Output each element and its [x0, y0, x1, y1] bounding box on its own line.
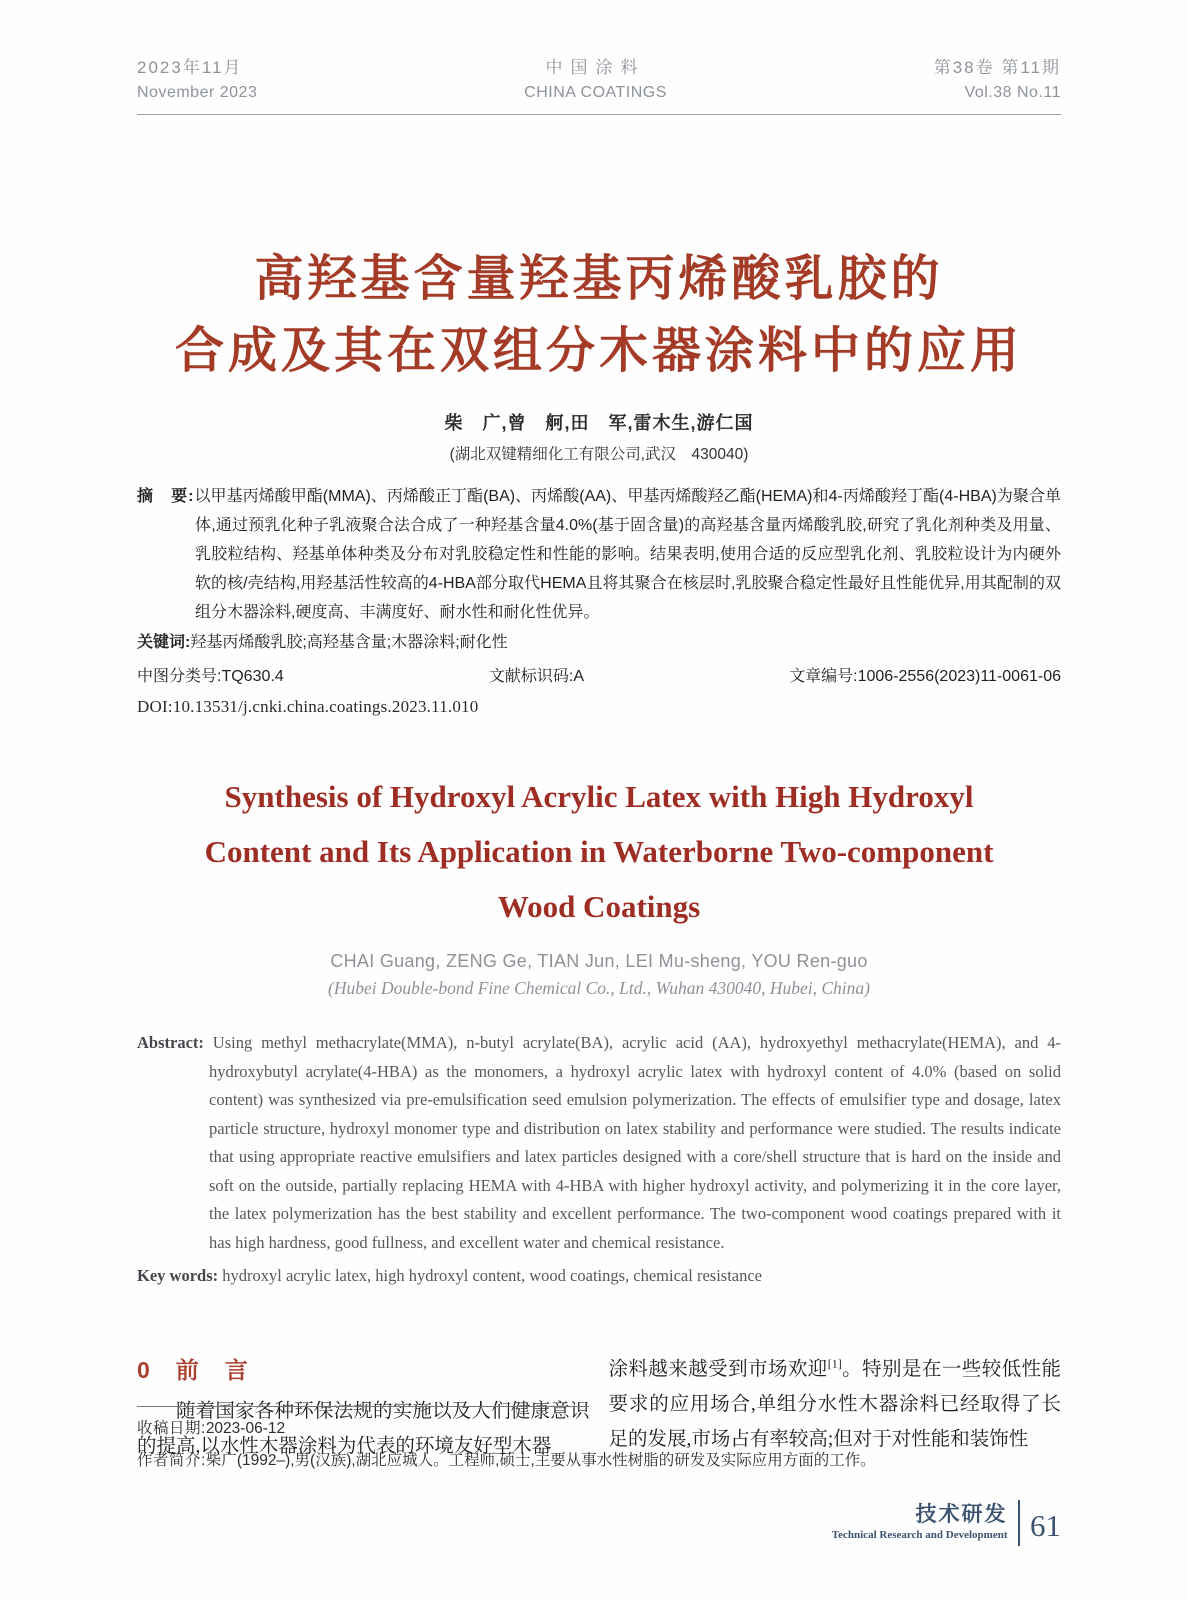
paragraph-right-text-cont: 。特别是在一些较低性能要求的应用场合,单组分水性木器涂料已经取得了长足的发展,市场占有率较高;但对于对性能和装饰性 — [608, 1359, 1061, 1450]
article-title-zh — [137, 243, 1061, 387]
keywords-zh — [137, 628, 1061, 657]
article-id — [789, 663, 1061, 686]
column-category — [832, 1503, 1018, 1543]
article-title-en-line3: Wood Coatings — [497, 889, 701, 924]
column-category-zh: 技术研发 — [915, 1503, 1008, 1526]
section-0-title: 前言 — [175, 1357, 274, 1383]
keywords-zh-text: 羟基丙烯酸乳胶;高羟基含量;木器涂料;耐化性 — [190, 634, 508, 651]
authors-en: CHAI Guang, ZENG Ge, TIAN Jun, LEI Mu-sheng, YOU Ren-guo — [330, 951, 868, 971]
issue-date-zh: 2023年11月 — [137, 58, 243, 77]
keywords-en-text: hydroxyl acrylic latex, high hydroxyl content, wood coatings, chemical resistance — [222, 1266, 763, 1285]
received-date-label: 收稿日期: — [137, 1420, 206, 1437]
article-title-en — [137, 769, 1061, 934]
section-0-number: 0 — [137, 1357, 150, 1383]
received-date-line — [137, 1416, 605, 1438]
clc-number — [137, 663, 284, 686]
document-code-label: 文献标识码: — [488, 668, 574, 685]
header-volume-info — [934, 55, 1061, 105]
citation-ref-1: [1] — [827, 1356, 842, 1371]
author-bio-label: 作者简介: — [137, 1452, 206, 1469]
page-content — [137, 0, 1061, 1464]
abstract-en-text: Using methyl methacrylate(MMA), n-butyl acrylate(BA), acrylic acid (AA), hydroxyethyl methacrylate(HEMA), and 4-hydroxybutyl acrylate(4-HBA) as the monomers, a hydroxyl acrylic latex with hydroxyl content of 4.0% (based on solid content) was synthesized via pre-emulsification seed emulsion polymerization. The effects of emulsifier type and dosage, latex particle structure, hydroxyl monomer type and distribution on latex stability and performance were studied. The results indicate that using appropriate reactive emulsifiers and latex particles designed with a core/shell structure that is hard on the inside and soft on the outside, partially replacing HEMA with 4-HBA with higher hydroxyl activity, and polymerizing it in the core layer, the latex polymerization has the best stability and excellent performance. The two-component wood coatings prepared with it has high hardness, good fullness, and excellent water and chemical resistance. — [209, 1033, 1062, 1252]
abstract-en — [137, 1029, 1061, 1257]
section-0-heading — [137, 1352, 590, 1388]
footnote-divider — [137, 1406, 589, 1407]
journal-name-en: CHINA COATINGS — [524, 84, 667, 101]
abstract-zh-label: 摘 要: — [137, 488, 195, 505]
author-bio-line — [137, 1448, 876, 1470]
issue-date-en: November 2023 — [137, 84, 258, 101]
article-id-value: 1006-2556(2023)11-0061-06 — [857, 668, 1061, 685]
keywords-zh-label: 关键词: — [137, 634, 191, 651]
article-title-en-line1: Synthesis of Hydroxyl Acrylic Latex with High Hydroxyl — [224, 779, 974, 814]
volume-info-en: Vol.38 No.11 — [964, 84, 1061, 101]
footnote-block — [137, 1406, 876, 1470]
received-date-value: 2023-06-12 — [205, 1420, 286, 1437]
column-category-en: Technical Research and Development — [831, 1529, 1008, 1541]
document-code-value: A — [573, 668, 584, 685]
body-column-right — [609, 1352, 1062, 1464]
abstract-zh-text: 以甲基丙烯酸甲酯(MMA)、丙烯酸正丁酯(BA)、丙烯酸(AA)、甲基丙烯酸羟乙酯(HEMA)和4-丙烯酸羟丁酯(4-HBA)为聚合单体,通过预乳化种子乳液聚合法合成了一种羟基含量4.0%(基于固含量)的高羟基含量丙烯酸乳胶,研究了乳化剂种类及用量、乳胶粒结构、羟基单体种类及分布对乳胶稳定性和性能的影响。结果表明,使用合适的反应型乳化剂、乳胶粒设计为内硬外软的核/壳结构,用羟基活性较高的4-HBA部分取代HEMA且将其聚合在核层时,乳胶聚合稳定性最好且性能优异,用其配制的双组分木器涂料,硬度高、丰满度好、耐水性和耐化性优异。 — [194, 488, 1061, 621]
article-id-label: 文章编号: — [789, 668, 858, 685]
keywords-en-label: Key words: — [137, 1266, 219, 1285]
section-0-paragraph-right — [609, 1352, 1062, 1457]
authors-zh: 柴 广,曾 舸,田 军,雷木生,游仁国 — [444, 413, 754, 433]
article-title-zh-line2: 合成及其在双组分木器涂料中的应用 — [174, 324, 1023, 378]
doi: DOI:10.13531/j.cnki.china.coatings.2023.11.010 — [137, 697, 479, 716]
affiliation-en: (Hubei Double-bond Fine Chemical Co., Ltd., Wuhan 430040, Hubei, China) — [328, 978, 870, 998]
author-bio-text: 柴广(1992–),男(汉族),湖北应城人。工程师,硕士,主要从事水性树脂的研发及实际应用方面的工作。 — [205, 1452, 876, 1469]
header-issue-date — [137, 55, 257, 105]
volume-info-zh: 第38卷 第11期 — [933, 58, 1061, 77]
affiliation-zh: (湖北双键精细化工有限公司,武汉 430040) — [449, 446, 749, 463]
page-number: 61 — [1030, 1508, 1061, 1543]
keywords-en — [137, 1262, 1061, 1290]
clc-label: 中图分类号: — [137, 668, 222, 685]
article-title-zh-line1: 高羟基含量羟基丙烯酸乳胶的 — [254, 252, 944, 306]
abstract-en-label: Abstract: — [137, 1033, 204, 1052]
journal-header — [137, 0, 1061, 115]
header-journal-name — [524, 55, 667, 105]
clc-value: TQ630.4 — [221, 668, 284, 685]
classification-row — [137, 663, 1061, 686]
section-0-paragraph-left: 随着国家各种环保法规的实施以及人们健康意识的提高,以水性木器涂料为代表的环境友好型木器 — [137, 1401, 590, 1457]
page-footer-marker — [832, 1500, 1061, 1546]
document-code — [489, 663, 584, 686]
abstract-zh — [137, 482, 1061, 627]
paragraph-right-text: 涂料越来越受到市场欢迎 — [608, 1359, 828, 1380]
article-title-en-line2: Content and Its Application in Waterborne Two-component — [204, 834, 994, 869]
journal-name-zh: 中国涂料 — [545, 58, 646, 77]
